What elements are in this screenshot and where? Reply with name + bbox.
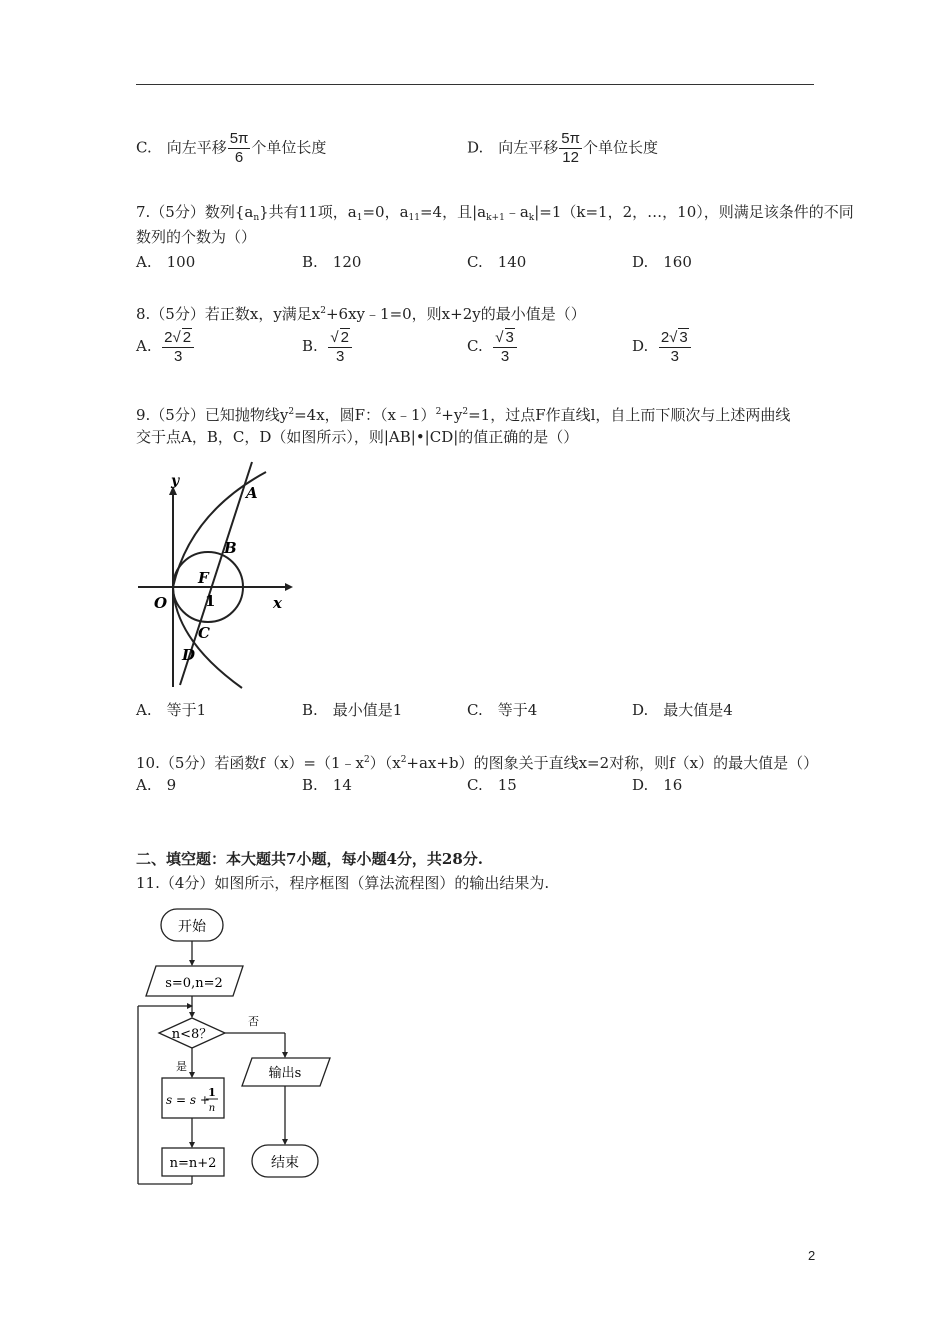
q10-option-a: A. 9 <box>136 776 177 794</box>
q10-option-b: B. 14 <box>302 776 352 794</box>
label-c: C <box>198 624 210 642</box>
increment-label: n=n+2 <box>169 1156 217 1171</box>
q9-option-b: B. 最小值是1 <box>302 701 403 719</box>
fraction: $\frac{5\pi}{12}$ <box>561 130 580 166</box>
start-label: 开始 <box>178 919 206 935</box>
q7-option-d: D. 160 <box>632 253 692 271</box>
q11-flowchart <box>130 900 340 1190</box>
q9-stem-line1: 9.（5分）已知抛物线$y^2=4x$，圆F：$(x﹣1)^2+y^2=1$，过点F作直线l，自上而下顺次与上述两曲线 <box>136 406 791 424</box>
label-f: F <box>198 569 209 587</box>
q6-option-c: C. 向左平移 $\frac{5\pi}{6}$ 个单位长度 <box>136 130 327 166</box>
q7-option-a: A. 100 <box>136 253 196 271</box>
fraction: $\frac{5\pi}{6}$ <box>229 130 249 166</box>
q7-option-c: C. 140 <box>467 253 527 271</box>
label-d: D <box>182 646 196 664</box>
x-axis-arrow <box>285 583 293 591</box>
q6-option-d: D. 向左平移 $\frac{5\pi}{12}$ 个单位长度 <box>467 130 658 166</box>
q8-option-c: C. $\frac{√ 3}{3}$ <box>467 328 518 366</box>
no-label: 否 <box>248 1015 259 1028</box>
label-one: 1 <box>205 592 216 610</box>
q9-stem-line2: 交于点A，B，C，D（如图所示），则|AB|•|CD|的值正确的是（） <box>136 428 579 446</box>
section-heading: 二、填空题：本大题共7小题，每小题4分，共28分. <box>136 850 483 868</box>
output-label: 输出s <box>268 1066 302 1081</box>
q10-option-d: D. 16 <box>632 776 683 794</box>
q7-stem-line1: 7.（5分）数列$\{a_n\}$共有11项，$a_1=0$，$a_{11}=4$，且$|a_{k+1}﹣a_k|=1(k=1$，2，…，10），则满足该条件的不同 <box>136 203 854 223</box>
decision-label: n<8？ <box>171 1027 213 1042</box>
q9-figure <box>130 455 300 695</box>
label-b: B <box>224 539 237 557</box>
end-label: 结束 <box>271 1155 299 1171</box>
q9-option-c: C. 等于4 <box>467 701 538 719</box>
yes-label: 是 <box>176 1060 187 1073</box>
header-rule <box>136 84 814 85</box>
q11-stem: 11.（4分）如图所示，程序框图（算法流程图）的输出结果为. <box>136 874 550 892</box>
q8-stem: 8.（5分）若正数x，y满足$x^2+6xy﹣1=0$，则x+2y的最小值是（） <box>136 305 586 323</box>
assign-label: s = s + <box>166 1093 210 1107</box>
q7-stem-line2: 数列的个数为（） <box>136 228 257 246</box>
assign-num: 1 <box>208 1086 216 1099</box>
label-a: A <box>246 484 258 502</box>
q10-stem: 10.（5分）若函数$f(x)=(1﹣x^2)(x^2+ax+b)$的图象关于直线x=2对称，则f（x）的最大值是（） <box>136 754 819 772</box>
page-number: 2 <box>808 1248 816 1263</box>
q7-option-b: B. 120 <box>302 253 362 271</box>
q8-option-d: D. $\frac{2√ 3}{3}$ <box>632 328 692 366</box>
init-label: s=0,n=2 <box>165 976 223 991</box>
label-x: x <box>273 594 282 612</box>
q9-option-d: D. 最大值是4 <box>632 701 733 719</box>
q10-option-c: C. 15 <box>467 776 517 794</box>
q8-option-a: A. $\frac{2√ 2}{3}$ <box>136 328 195 366</box>
q8-option-b: B. $\frac{√ 2}{3}$ <box>302 328 353 366</box>
q9-option-a: A. 等于1 <box>136 701 207 719</box>
label-y: y <box>171 473 180 489</box>
assign-den: n <box>208 1103 216 1114</box>
label-o: O <box>154 594 168 612</box>
